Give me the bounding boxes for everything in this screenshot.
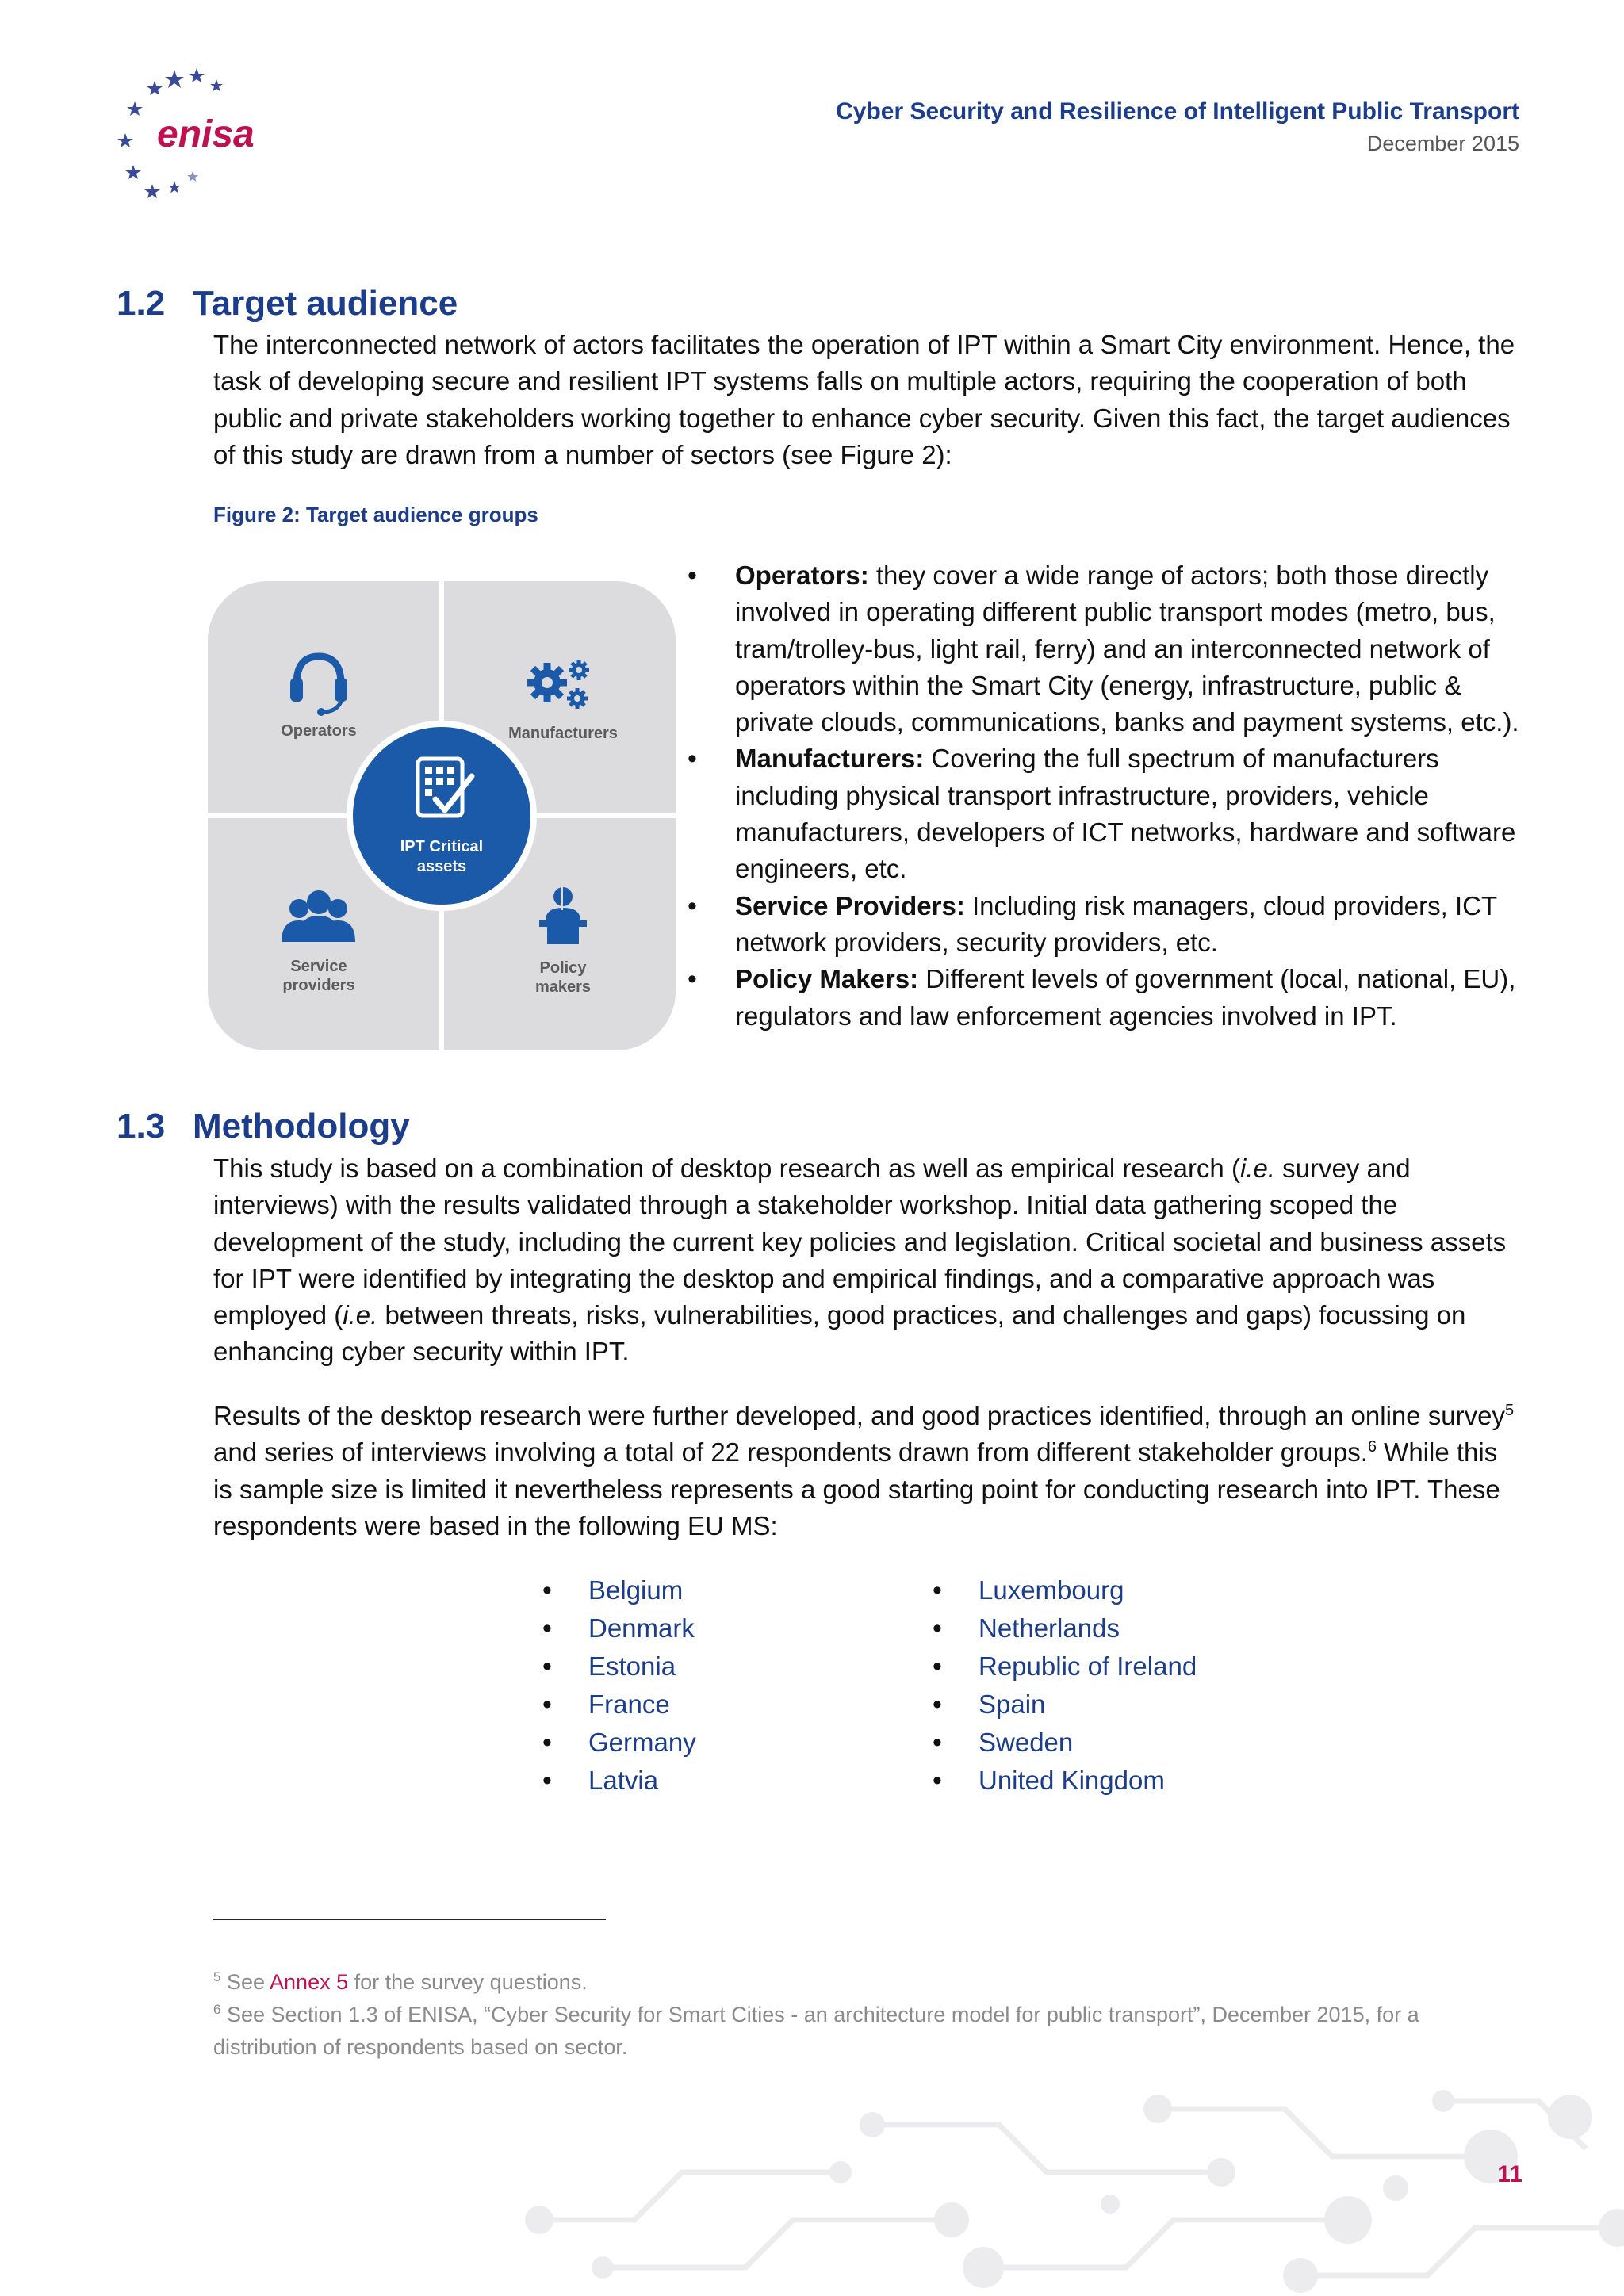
document-title: Cyber Security and Resilience of Intelligent Public Transport [836, 98, 1519, 124]
list-item-desc: they cover a wide range of actors; both those directly involved in operating different public transport modes (metro, bus, tram/trolley-bus, light rail, ferry) and an interconnected network of operators within the Smart City (energy, infrastructure, public & private clouds, communications, banks and payment systems, etc.). [735, 561, 1519, 737]
quadrant-label-operators: Operators [281, 722, 357, 740]
section-heading-target-audience [117, 284, 458, 323]
list-item-desc: Including risk managers, cloud providers, ICT network providers, security providers, etc. [735, 890, 1497, 957]
footnote-ref-5[interactable]: 5 [1505, 1402, 1515, 1419]
list-item-term: Operators: [735, 561, 869, 590]
list-item-term: Manufacturers: [735, 744, 925, 774]
figure-caption: Figure 2: Target audience groups [213, 503, 538, 526]
list-item [684, 557, 1540, 740]
enisa-logo [111, 63, 270, 202]
list-item: • Luxembourg [929, 1571, 1326, 1609]
target-audience-paragraph: The interconnected network of actors facilitates the operation of IPT within a Smart City environment. Hence, the task of developing secure and resilient IPT systems falls on multiple actors, requiring the cooperation of both public and private stakeholders working together to enhance cyber security. Given this fact, the target audiences of this study are drawn from a number of sectors (see Figure 2): [213, 330, 1515, 469]
list-item-term: Policy Makers: [735, 964, 919, 994]
list-item: • Netherlands [929, 1609, 1326, 1647]
target-audience-figure [208, 581, 676, 1050]
list-item: • United Kingdom [929, 1762, 1326, 1800]
svg-text:enisa: enisa [157, 113, 255, 155]
document-date: December 2015 [1366, 132, 1519, 155]
circuit-decoration [508, 2077, 1624, 2296]
list-item: • Estonia [539, 1647, 856, 1686]
list-item: • Republic of Ireland [929, 1647, 1326, 1686]
footnote-ref-6[interactable]: 6 [1367, 1438, 1377, 1456]
list-item-desc: Covering the full spectrum of manufacturers including physical transport infrastructure, providers, vehicle manufacturers, developers of ICT networks, hardware and software engineers, etc. [735, 744, 1516, 884]
list-item: • Denmark [539, 1609, 856, 1647]
quadrant-label-service-line2: providers [282, 977, 355, 994]
section-number: 1.2 [117, 284, 166, 323]
quadrant-label-policy-line1: Policy [539, 959, 587, 977]
section-title: Methodology [193, 1107, 410, 1146]
country-list-right [929, 1571, 1326, 1800]
list-item: • Sweden [929, 1724, 1326, 1762]
center-label-line2: assets [416, 858, 467, 875]
footnote-5: $^5$ See Annex 5 for the survey questions. [213, 1969, 588, 1994]
list-item [684, 740, 1540, 887]
methodology-paragraph-1: This study is based on a combination of desktop research as well as empirical research (i.e. survey and interviews) with the results validated through a stakeholder workshop. Initial data gathering scoped the development of the study, including the current key policies and legislation. Critical societal and business assets for IPT were identified by integrating the desktop and empirical findings, and a comparative approach was employed (i.e. between threats, risks, vulnerabilities, good practices, and challenges and gaps) focussing on enhancing cyber security within IPT. [213, 1154, 1507, 1367]
footnote-separator [213, 1919, 606, 1920]
footnote-6: $^6$ See Section 1.3 of ENISA, “Cyber Security for Smart Cities - an architecture model for public transport”, December 2015, for a distribution of respondents based on sector. [213, 2002, 1419, 2059]
methodology-paragraph-2: Results of the desktop research were further developed, and good practices identified, through an online survey$^5$ and series of interviews involving a total of 22 respondents drawn from different stakeholder groups.$^6$ While this is sample size is limited it nevertheless represents a good starting point for conducting research into IPT. These respondents were based in the following EU MS: [213, 1401, 1515, 1540]
section-title: Target audience [193, 284, 458, 323]
country-list-left [539, 1571, 856, 1800]
section-number: 1.3 [117, 1107, 166, 1146]
quadrant-label-manufacturers: Manufacturers [508, 725, 618, 742]
quadrant-label-policy-line2: makers [534, 978, 592, 996]
section-heading-methodology [117, 1107, 410, 1146]
annex-5-link[interactable]: Annex 5 [270, 1970, 349, 1994]
list-item-term: Service Providers: [735, 890, 965, 920]
page-number: 11 [1497, 2161, 1522, 2187]
audience-list [684, 557, 1540, 1035]
list-item: • France [539, 1686, 856, 1724]
list-item: • Latvia [539, 1762, 856, 1800]
quadrant-label-service-line1: Service [290, 958, 347, 975]
list-item: • Spain [929, 1686, 1326, 1724]
list-item: • Germany [539, 1724, 856, 1762]
list-item [684, 961, 1540, 1035]
list-item [684, 888, 1540, 962]
center-label-line1: IPT Critical [400, 838, 484, 855]
list-item: • Belgium [539, 1571, 856, 1609]
list-item-desc: Different levels of government (local, national, EU), regulators and law enforcement agencies involved in IPT. [735, 964, 1516, 1031]
